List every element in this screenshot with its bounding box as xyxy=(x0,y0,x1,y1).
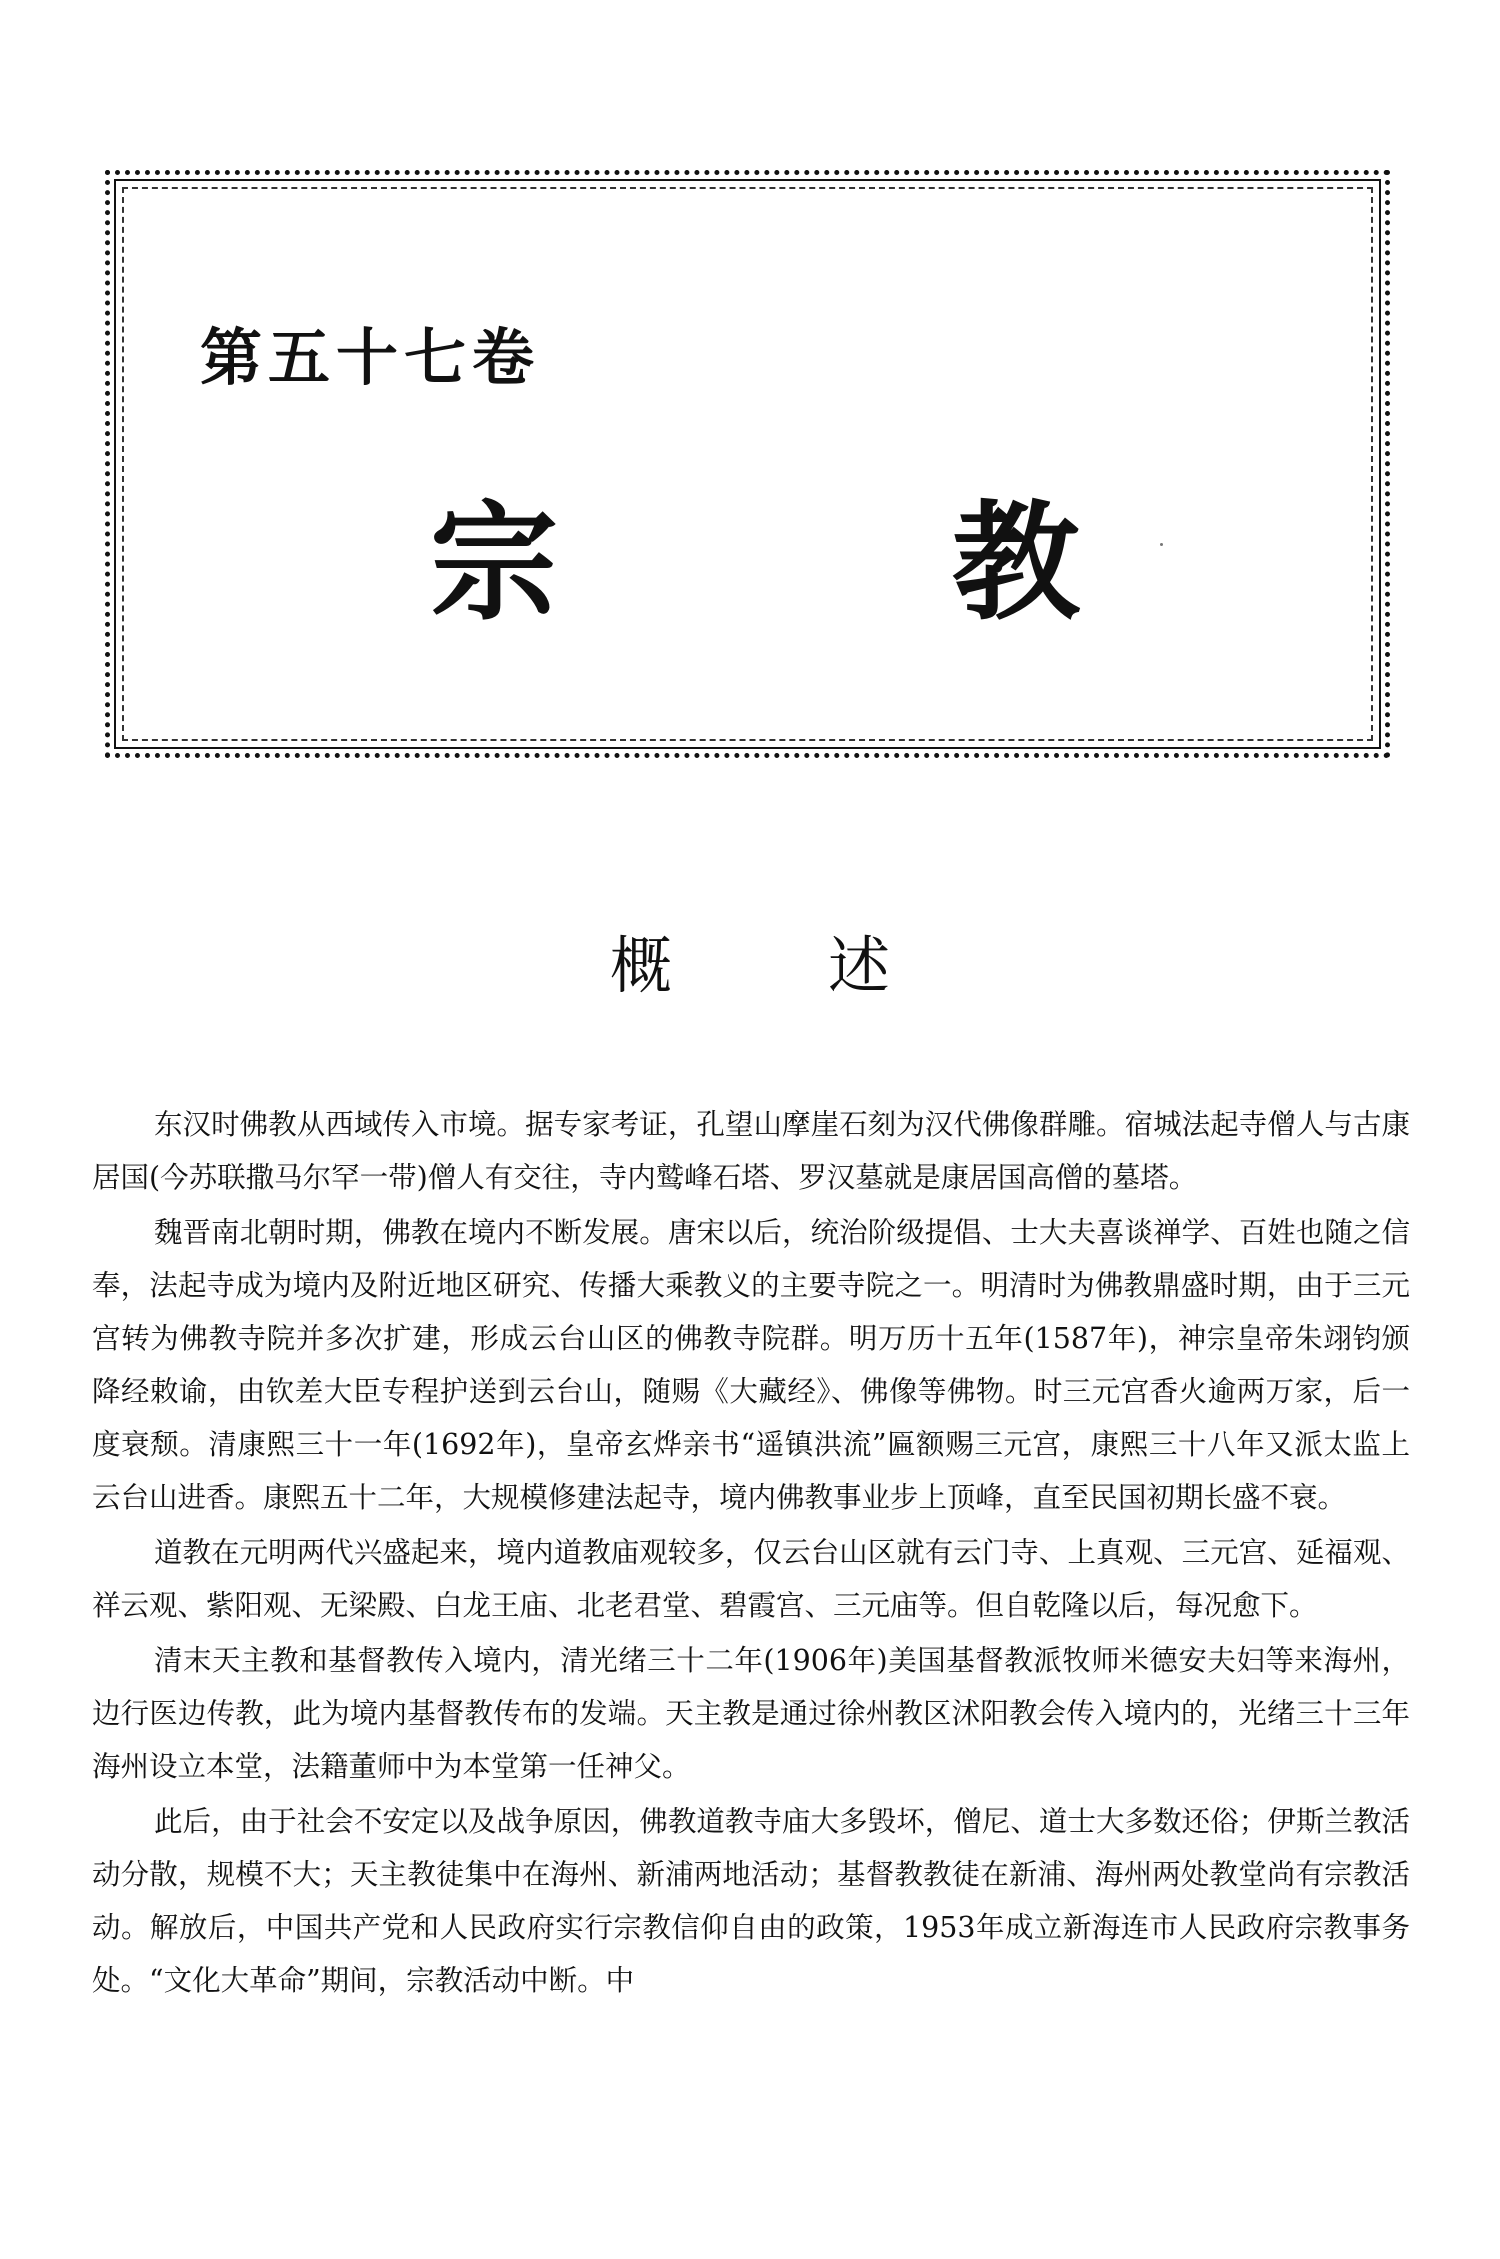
decorative-border xyxy=(105,170,1390,758)
border-inner-chain xyxy=(122,187,1373,741)
paragraph-2: 魏晋南北朝时期，佛教在境内不断发展。唐宋以后，统治阶级提倡、士大夫喜谈禅学、百姓也随之信奉，法起寺成为境内及附近地区研究、传播大乘教义的主要寺院之一。明清时为佛教鼎盛时期，由于三元宫转为佛教寺院并多次扩建，形成云台山区的佛教寺院群。明万历十五年(1587年)，神宗皇帝朱翊钧颁降经敕谕，由钦差大臣专程护送到云台山，随赐《大藏经》、佛像等佛物。时三元宫香火逾两万家，后一度衰颓。清康熙三十一年(1692年)，皇帝玄烨亲书“遥镇洪流”匾额赐三元宫，康熙三十八年又派太监上云台山进香。康熙五十二年，大规模修建法起寺，境内佛教事业步上顶峰，直至民国初期长盛不衰。 xyxy=(92,1216,1410,1514)
section-char-1: 概 xyxy=(610,929,673,1002)
paragraph-1: 东汉时佛教从西域传入市境。据专家考证，孔望山摩崖石刻为汉代佛像群雕。宿城法起寺僧人与古康居国(今苏联撒马尔罕一带)僧人有交往，寺内鹫峰石塔、罗汉墓就是康居国高僧的墓塔。 xyxy=(92,1108,1410,1194)
title-char-2: 教 xyxy=(951,489,1080,638)
paragraph-3: 道教在元明两代兴盛起来，境内道教庙观较多，仅云台山区就有云门寺、上真观、三元宫、延福观、祥云观、紫阳观、无梁殿、白龙王庙、北老君堂、碧霞宫、三元庙等。但自乾隆以后，每况愈下。 xyxy=(92,1536,1410,1622)
paragraph-5: 此后，由于社会不安定以及战争原因，佛教道教寺庙大多毁坏，僧尼、道士大多数还俗；伊斯兰教活动分散，规模不大；天主教徒集中在海州、新浦两地活动；基督教教徒在新浦、海州两处教堂尚有宗教活动。解放后，中国共产党和人民政府实行宗教信仰自由的政策，1953年成立新海连市人民政府宗教事务处。“文化大革命”期间，宗教活动中断。中 xyxy=(92,1805,1410,1997)
section-char-2: 述 xyxy=(827,929,890,1002)
section-heading xyxy=(610,929,890,1002)
volume-label: 第五十七卷 xyxy=(200,321,541,394)
paragraph-4: 清末天主教和基督教传入境内，清光绪三十二年(1906年)美国基督教派牧师米德安夫妇等来海州，边行医边传教，此为境内基督教传布的发端。天主教是通过徐州教区沭阳教会传入境内的，光绪三十三年海州设立本堂，法籍董师中为本堂第一任神父。 xyxy=(92,1644,1410,1783)
scan-speck xyxy=(1160,543,1163,546)
chapter-title xyxy=(430,489,1080,638)
body-text xyxy=(92,1098,1410,2009)
title-char-1: 宗 xyxy=(430,489,559,638)
